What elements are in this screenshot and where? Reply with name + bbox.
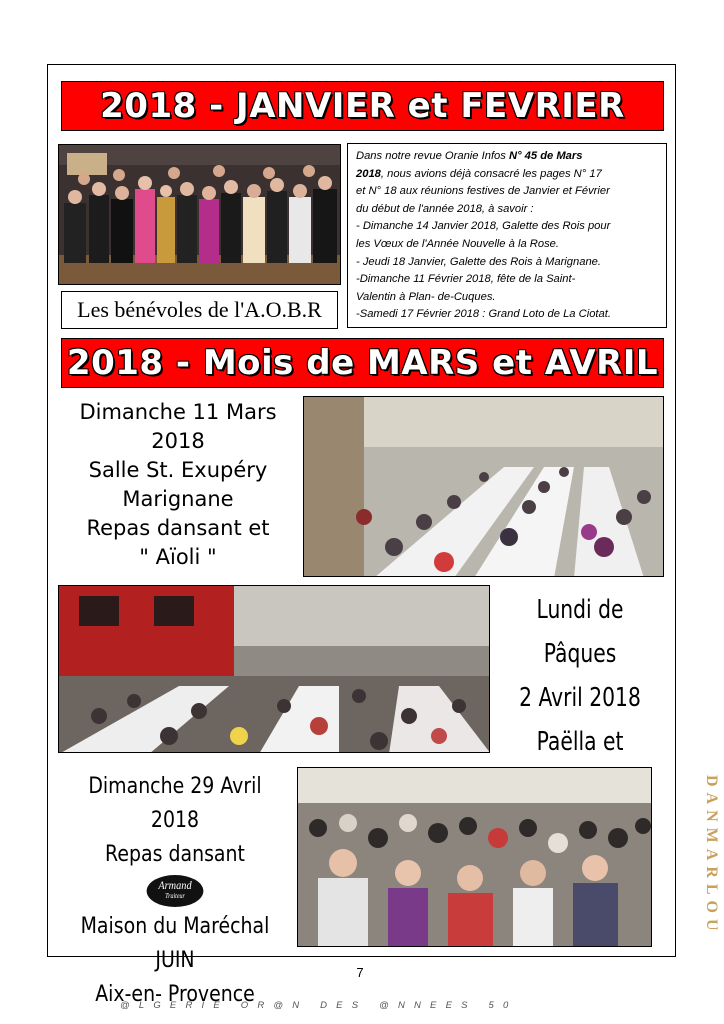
event-line: Aix-en- Provence	[95, 982, 255, 1007]
info-line: 2018, nous avions déjà consacré les pages N° 17	[356, 167, 602, 180]
info-line: -Dimanche 11 Février 2018, fête de la Saint-	[356, 273, 576, 286]
info-line: - Dimanche 14 Janvier 2018, Galette des Rois pour	[356, 220, 611, 233]
event-line: 2 Avril 2018	[519, 683, 641, 713]
info-text-box	[347, 143, 667, 328]
event-line: 2018	[151, 429, 205, 453]
side-vertical-text: DANMARLOU	[703, 775, 720, 937]
event-line: Marignane	[122, 487, 234, 511]
aix-dancing-photo	[297, 767, 652, 947]
armand-traiteur-logo: Armand Traiteur	[147, 875, 204, 907]
logo-row	[68, 872, 283, 910]
event-line: Repas dansant et	[86, 516, 270, 540]
marignane-banquet-photo	[303, 396, 664, 577]
event-line: Paëlla et	[536, 727, 624, 757]
event-line: " Aïoli "	[139, 545, 217, 569]
volunteers-caption: Les bénévoles de l'A.O.B.R	[61, 291, 338, 329]
event-line: Maison du Maréchal JUIN	[80, 914, 270, 973]
event-line: Dimanche 11 Mars	[79, 400, 277, 424]
info-line: -Samedi 17 Février 2018 : Grand Loto de La Ciotat.	[356, 308, 611, 321]
footer-text: @LGERIE OR@N DES @NNEES 50	[120, 1000, 518, 1011]
info-line: et N° 18 aux réunions festives de Janvier et Février	[356, 185, 610, 198]
info-line: les Vœux de l'Année Nouvelle à la Rose.	[356, 237, 559, 250]
info-line: Valentin à Plan- de-Cuques.	[356, 290, 496, 303]
info-line: du début de l'année 2018, à savoir :	[356, 202, 534, 215]
la-ciotat-hall-photo	[58, 585, 490, 753]
event-marignane-text	[58, 398, 298, 572]
page-number: 7	[356, 965, 364, 980]
volunteers-photo	[58, 144, 341, 285]
info-line: Dans notre revue Oranie Infos N° 45 de Mars	[356, 150, 583, 162]
event-aix-text	[68, 770, 283, 1012]
section-title-jan-feb: 2018 - JANVIER et FEVRIER	[61, 81, 664, 131]
event-line: Dimanche 29 Avril 2018	[88, 774, 262, 833]
info-line: - Jeudi 18 Janvier, Galette des Rois à Marignane.	[356, 255, 602, 268]
section-title-mar-apr: 2018 - Mois de MARS et AVRIL	[61, 338, 664, 388]
event-line: Lundi de Pâques	[536, 595, 624, 669]
event-line: Repas dansant	[105, 842, 245, 867]
event-line: Salle St. Exupéry	[88, 458, 268, 482]
